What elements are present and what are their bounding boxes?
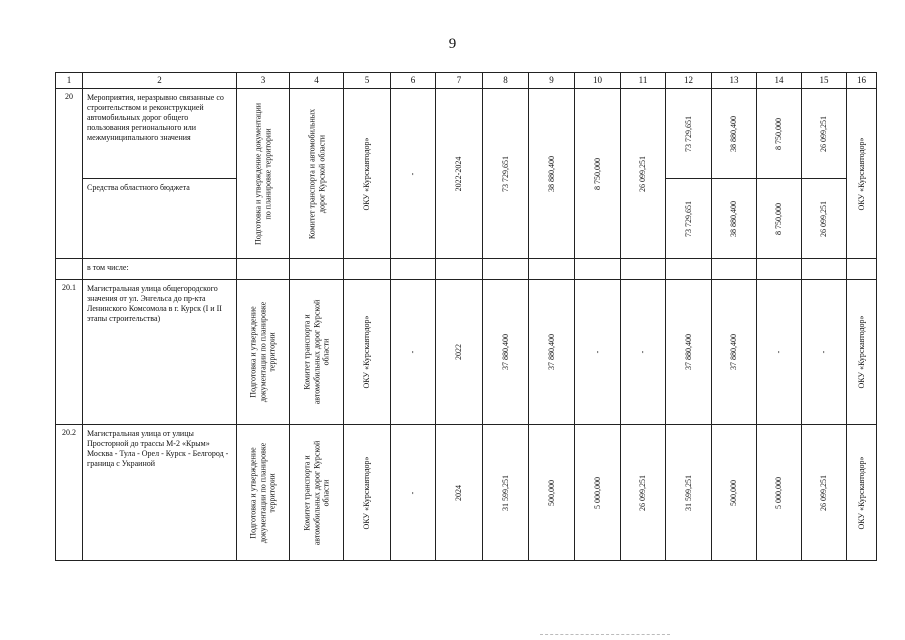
header-cell: 5 bbox=[344, 73, 391, 89]
activity-name: Магистральная улица от улицы Просторной до трассы М-2 «Крым» Москва - Тула - Орел - Курск - Белгород - граница с Украиной bbox=[83, 425, 237, 561]
cell-col14 bbox=[757, 179, 802, 259]
cell-col11 bbox=[621, 425, 666, 561]
activity-type-text: Подготовка и утверждение документации по планировке территории bbox=[248, 301, 277, 403]
header-cell: 3 bbox=[237, 73, 290, 89]
value-text: - bbox=[774, 350, 784, 354]
executor-text: ОКУ «Курскавтодор» bbox=[856, 455, 866, 530]
cell-col13 bbox=[712, 179, 757, 259]
header-cell: 7 bbox=[436, 73, 483, 89]
empty-cell bbox=[344, 259, 391, 280]
value-text: 38 880,400 bbox=[729, 200, 739, 237]
cell-col9 bbox=[529, 280, 575, 425]
value-text: 500,000 bbox=[729, 479, 739, 506]
cell-col14 bbox=[757, 280, 802, 425]
executor-text: ОКУ «Курскавтодор» bbox=[856, 315, 866, 389]
activity-name: Магистральная улица общегородского значения от ул. Энгельса до пр-кта Ленинского Комсомола в г. Курск (I и II этапы строительства) bbox=[83, 280, 237, 425]
value-text: 26 099,251 bbox=[819, 115, 829, 152]
period-text: 2022 bbox=[454, 344, 464, 360]
value-text: 37 880,400 bbox=[546, 334, 556, 370]
cell-col15 bbox=[802, 280, 847, 425]
value-text: 8 750,000 bbox=[592, 157, 602, 190]
header-cell: 13 bbox=[712, 73, 757, 89]
value-text: 8 750,000 bbox=[774, 117, 784, 150]
empty-cell bbox=[529, 259, 575, 280]
empty-cell bbox=[757, 259, 802, 280]
header-cell: 6 bbox=[391, 73, 436, 89]
cell-col7 bbox=[436, 89, 483, 259]
empty-cell bbox=[237, 259, 290, 280]
cell-col15 bbox=[802, 179, 847, 259]
cell-col10 bbox=[575, 425, 621, 561]
cell-col8 bbox=[483, 89, 529, 259]
empty-cell bbox=[575, 259, 621, 280]
executor-text: ОКУ «Курскавтодор» bbox=[362, 315, 372, 389]
value-text: 37 880,400 bbox=[729, 334, 739, 370]
value-text: 37 880,400 bbox=[683, 334, 693, 370]
cell-col15 bbox=[802, 89, 847, 179]
cell-col10 bbox=[575, 280, 621, 425]
value-text: - bbox=[408, 172, 418, 175]
value-text: 73 729,651 bbox=[500, 155, 510, 192]
header-cell: 4 bbox=[290, 73, 344, 89]
cell-col16 bbox=[847, 89, 877, 259]
value-text: 26 099,251 bbox=[819, 200, 829, 237]
cell-col9 bbox=[529, 425, 575, 561]
cell-col3 bbox=[237, 89, 290, 259]
empty-cell bbox=[483, 259, 529, 280]
cell-col16 bbox=[847, 280, 877, 425]
cell-col5 bbox=[344, 425, 391, 561]
cell-col14 bbox=[757, 89, 802, 179]
executor-text: ОКУ «Курскавтодор» bbox=[856, 136, 866, 211]
header-cell: 16 bbox=[847, 73, 877, 89]
empty-cell bbox=[712, 259, 757, 280]
value-text: - bbox=[592, 350, 602, 354]
value-text: - bbox=[408, 491, 418, 494]
cell-col5 bbox=[344, 280, 391, 425]
cell-col12 bbox=[666, 89, 712, 179]
row-number: 20.1 bbox=[56, 280, 83, 425]
program-table bbox=[55, 72, 877, 561]
cell-col5 bbox=[344, 89, 391, 259]
cell-col13 bbox=[712, 280, 757, 425]
value-text: 26 099,251 bbox=[638, 155, 648, 192]
empty-cell bbox=[290, 259, 344, 280]
cell-col9 bbox=[529, 89, 575, 259]
cell-col6 bbox=[391, 425, 436, 561]
executor-text: ОКУ «Курскавтодор» bbox=[362, 455, 372, 530]
value-text: 8 750,000 bbox=[774, 202, 784, 235]
value-text: - bbox=[408, 350, 418, 354]
cell-col14 bbox=[757, 425, 802, 561]
value-text: 37 880,400 bbox=[500, 334, 510, 370]
empty-cell bbox=[802, 259, 847, 280]
table-row-20 bbox=[56, 89, 877, 179]
empty-cell bbox=[847, 259, 877, 280]
value-text: - bbox=[819, 350, 829, 354]
activity-type-text: Подготовка и утверждение документации по планировке территории bbox=[253, 102, 272, 245]
cell-col7 bbox=[436, 280, 483, 425]
page-number: 9 bbox=[448, 36, 457, 52]
cell-col4 bbox=[290, 89, 344, 259]
header-row bbox=[56, 73, 877, 89]
value-text: 31 599,251 bbox=[683, 474, 693, 511]
header-cell: 2 bbox=[83, 73, 237, 89]
cell-col4 bbox=[290, 425, 344, 561]
empty-cell bbox=[621, 259, 666, 280]
empty-cell bbox=[391, 259, 436, 280]
cell-col4 bbox=[290, 280, 344, 425]
activity-type-text: Подготовка и утверждение документации по планировке территории bbox=[248, 442, 277, 543]
table-row-20-1 bbox=[56, 280, 877, 425]
empty-cell bbox=[666, 259, 712, 280]
value-text: 5 000,000 bbox=[774, 476, 784, 509]
row-number: 20 bbox=[56, 89, 83, 259]
cell-col11 bbox=[621, 280, 666, 425]
header-cell: 14 bbox=[757, 73, 802, 89]
row-number: 20.2 bbox=[56, 425, 83, 561]
value-text: 26 099,251 bbox=[638, 474, 648, 511]
value-text: 38 880,400 bbox=[546, 155, 556, 192]
responsible-text: Комитет транспорта и автомобильных дорог Курской области bbox=[302, 299, 331, 405]
header-cell: 11 bbox=[621, 73, 666, 89]
cell-col8 bbox=[483, 280, 529, 425]
cell-col13 bbox=[712, 425, 757, 561]
cell-col3 bbox=[237, 280, 290, 425]
cell-col12 bbox=[666, 179, 712, 259]
period-text: 2022-2024 bbox=[454, 156, 464, 191]
value-text: 26 099,251 bbox=[819, 474, 829, 511]
cell-col12 bbox=[666, 280, 712, 425]
header-cell: 12 bbox=[666, 73, 712, 89]
cell-col7 bbox=[436, 425, 483, 561]
cell-col12 bbox=[666, 425, 712, 561]
cell-col13 bbox=[712, 89, 757, 179]
header-cell: 10 bbox=[575, 73, 621, 89]
in-that-number-label: в том числе: bbox=[83, 259, 237, 280]
cell-col10 bbox=[575, 89, 621, 259]
value-text: 500,000 bbox=[546, 479, 556, 506]
table-row-subheader bbox=[56, 259, 877, 280]
value-text: 73 729,651 bbox=[683, 200, 693, 237]
value-text: 31 599,251 bbox=[500, 474, 510, 511]
scan-artifact-divider bbox=[540, 634, 670, 637]
cell-col8 bbox=[483, 425, 529, 561]
responsible-text: Комитет транспорта и автомобильных дорог Курской области bbox=[302, 440, 331, 545]
header-cell: 9 bbox=[529, 73, 575, 89]
header-cell: 1 bbox=[56, 73, 83, 89]
value-text: 5 000,000 bbox=[592, 476, 602, 509]
table-row-20-2 bbox=[56, 425, 877, 561]
empty-cell bbox=[56, 259, 83, 280]
period-text: 2024 bbox=[454, 484, 464, 501]
executor-text: ОКУ «Курскавтодор» bbox=[362, 136, 372, 211]
header-cell: 15 bbox=[802, 73, 847, 89]
cell-col6 bbox=[391, 280, 436, 425]
value-text: 38 880,400 bbox=[729, 115, 739, 152]
cell-col16 bbox=[847, 425, 877, 561]
cell-col11 bbox=[621, 89, 666, 259]
activity-name: Мероприятия, неразрывно связанные со строительством и реконструкцией автомобильных дорог общего пользования регионального или межмуниципального значения bbox=[83, 89, 237, 179]
budget-label: Средства областного бюджета bbox=[83, 179, 237, 259]
value-text: - bbox=[638, 350, 648, 354]
cell-col3 bbox=[237, 425, 290, 561]
empty-cell bbox=[436, 259, 483, 280]
cell-col6 bbox=[391, 89, 436, 259]
value-text: 73 729,651 bbox=[683, 115, 693, 152]
responsible-text: Комитет транспорта и автомобильных дорог Курской области bbox=[306, 108, 326, 239]
cell-col15 bbox=[802, 425, 847, 561]
header-cell: 8 bbox=[483, 73, 529, 89]
